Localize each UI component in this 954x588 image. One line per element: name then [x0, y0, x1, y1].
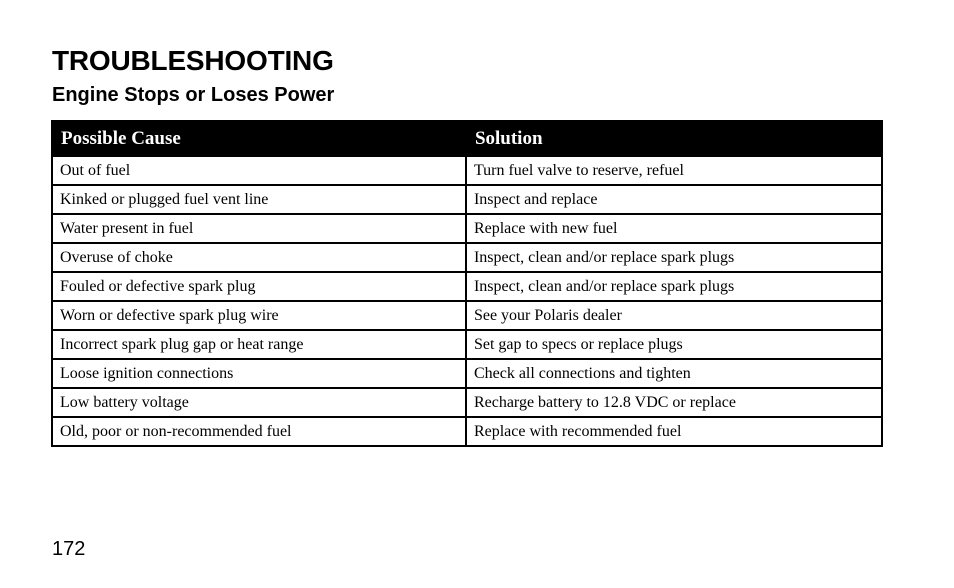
table-row	[52, 185, 882, 214]
table-row	[52, 214, 882, 243]
table-row	[52, 243, 882, 272]
page-number: 172	[52, 538, 86, 560]
table-row	[52, 388, 882, 417]
cause-cell: Worn or defective spark plug wire	[52, 301, 466, 330]
solution-cell: Check all connections and tighten	[466, 359, 882, 388]
cause-cell: Loose ignition connections	[52, 359, 466, 388]
solution-cell: Turn fuel valve to reserve, refuel	[466, 156, 882, 185]
table-row	[52, 301, 882, 330]
table-row	[52, 330, 882, 359]
column-header-possible-cause: Possible Cause	[52, 121, 466, 156]
table-row	[52, 417, 882, 446]
cause-cell: Old, poor or non-recommended fuel	[52, 417, 466, 446]
solution-cell: Inspect, clean and/or replace spark plugs	[466, 272, 882, 301]
cause-cell: Kinked or plugged fuel vent line	[52, 185, 466, 214]
table-row	[52, 272, 882, 301]
table-row	[52, 156, 882, 185]
cause-cell: Out of fuel	[52, 156, 466, 185]
solution-cell: Recharge battery to 12.8 VDC or replace	[466, 388, 882, 417]
solution-cell: Replace with new fuel	[466, 214, 882, 243]
troubleshooting-table	[51, 120, 883, 447]
section-title: Engine Stops or Loses Power	[52, 84, 335, 106]
table-header-row	[52, 121, 882, 156]
cause-cell: Overuse of choke	[52, 243, 466, 272]
cause-cell: Low battery voltage	[52, 388, 466, 417]
cause-cell: Incorrect spark plug gap or heat range	[52, 330, 466, 359]
solution-cell: Replace with recommended fuel	[466, 417, 882, 446]
cause-cell: Water present in fuel	[52, 214, 466, 243]
column-header-solution: Solution	[466, 121, 882, 156]
solution-cell: Inspect and replace	[466, 185, 882, 214]
solution-cell: Inspect, clean and/or replace spark plugs	[466, 243, 882, 272]
solution-cell: Set gap to specs or replace plugs	[466, 330, 882, 359]
page-title: TROUBLESHOOTING	[52, 45, 334, 76]
table-row	[52, 359, 882, 388]
cause-cell: Fouled or defective spark plug	[52, 272, 466, 301]
solution-cell: See your Polaris dealer	[466, 301, 882, 330]
